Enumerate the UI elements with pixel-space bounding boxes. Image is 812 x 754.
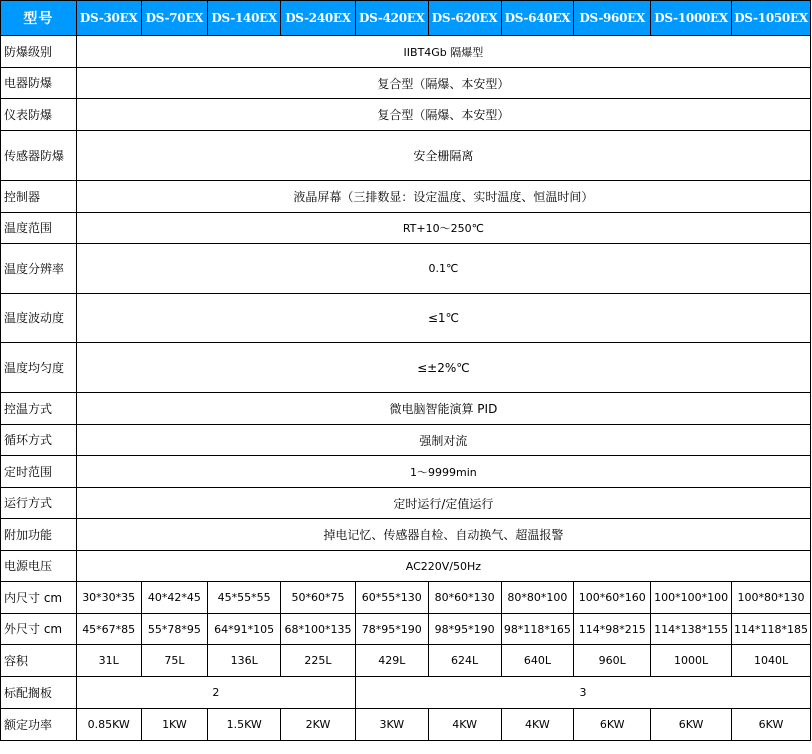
table-row: [1, 131, 811, 181]
model-header-cell: DS-1000EX: [651, 1, 732, 36]
row-label: 温度范围: [1, 213, 77, 244]
volume-cell: 429L: [355, 645, 428, 677]
inner-size-cell: 100*60*160: [574, 582, 651, 614]
power-cell: 1KW: [141, 709, 208, 741]
row-value: 液晶屏幕（三排数显：设定温度、实时温度、恒温时间）: [76, 181, 810, 213]
inner-size-cell: 30*30*35: [76, 582, 141, 614]
power-row: [1, 709, 811, 741]
outer-size-cell: 64*91*105: [208, 614, 281, 645]
row-label: 额定功率: [1, 709, 77, 741]
volume-cell: 960L: [574, 645, 651, 677]
volume-cell: 1040L: [732, 645, 811, 677]
volume-cell: 136L: [208, 645, 281, 677]
row-value: 定时运行/定值运行: [76, 488, 810, 519]
power-cell: 3KW: [355, 709, 428, 741]
row-value: 安全栅隔离: [76, 131, 810, 181]
outer-size-cell: 55*78*95: [141, 614, 208, 645]
row-label: 电源电压: [1, 551, 77, 582]
table-row: [1, 99, 811, 131]
table-row: [1, 343, 811, 393]
inner-size-cell: 100*100*100: [651, 582, 732, 614]
table-row: [1, 393, 811, 425]
table-row: [1, 294, 811, 343]
inner-size-cell: 80*60*130: [428, 582, 501, 614]
model-header-cell: DS-640EX: [501, 1, 574, 36]
row-label: 运行方式: [1, 488, 77, 519]
inner-size-cell: 80*80*100: [501, 582, 574, 614]
power-cell: 6KW: [574, 709, 651, 741]
row-label: 循环方式: [1, 425, 77, 456]
outer-size-cell: 45*67*85: [76, 614, 141, 645]
row-label: 温度波动度: [1, 294, 77, 343]
volume-cell: 624L: [428, 645, 501, 677]
outer-size-cell: 114*138*155: [651, 614, 732, 645]
row-label: 容积: [1, 645, 77, 677]
model-header-cell: DS-960EX: [574, 1, 651, 36]
table-row: [1, 68, 811, 99]
table-row: [1, 36, 811, 68]
model-header-cell: DS-70EX: [141, 1, 208, 36]
row-value: 微电脑智能演算 PID: [76, 393, 810, 425]
outer-size-cell: 114*98*215: [574, 614, 651, 645]
inner-size-cell: 100*80*130: [732, 582, 811, 614]
row-value: 1～9999min: [76, 456, 810, 488]
row-value: ≤1℃: [76, 294, 810, 343]
model-header-cell: DS-420EX: [355, 1, 428, 36]
row-label: 控制器: [1, 181, 77, 213]
volume-cell: 31L: [76, 645, 141, 677]
row-value: 强制对流: [76, 425, 810, 456]
table-row: [1, 425, 811, 456]
shelves-row: [1, 677, 811, 709]
power-cell: 2KW: [281, 709, 356, 741]
power-cell: 6KW: [651, 709, 732, 741]
row-value: AC220V/50Hz: [76, 551, 810, 582]
row-label: 防爆级别: [1, 36, 77, 68]
row-value: RT+10～250℃: [76, 213, 810, 244]
row-label: 外尺寸 cm: [1, 614, 77, 645]
row-label: 附加功能: [1, 519, 77, 551]
volume-cell: 75L: [141, 645, 208, 677]
row-value: 0.1℃: [76, 244, 810, 294]
power-cell: 0.85KW: [76, 709, 141, 741]
inner-size-row: [1, 582, 811, 614]
row-label: 温度均匀度: [1, 343, 77, 393]
outer-size-cell: 114*118*185: [732, 614, 811, 645]
row-value: IIBT4Gb 隔爆型: [76, 36, 810, 68]
volume-cell: 640L: [501, 645, 574, 677]
power-cell: 6KW: [732, 709, 811, 741]
row-label: 定时范围: [1, 456, 77, 488]
model-header-cell: DS-620EX: [428, 1, 501, 36]
volume-row: [1, 645, 811, 677]
power-cell: 4KW: [501, 709, 574, 741]
header-row: [1, 1, 811, 36]
row-label: 内尺寸 cm: [1, 582, 77, 614]
row-value: ≤±2%℃: [76, 343, 810, 393]
model-header-cell: DS-140EX: [208, 1, 281, 36]
shelves-cell: 3: [355, 677, 810, 709]
inner-size-cell: 45*55*55: [208, 582, 281, 614]
outer-size-cell: 68*100*135: [281, 614, 356, 645]
table-row: [1, 213, 811, 244]
model-header-cell: 型号: [1, 1, 77, 36]
table-row: [1, 519, 811, 551]
outer-size-cell: 98*95*190: [428, 614, 501, 645]
table-row: [1, 456, 811, 488]
row-label: 标配搁板: [1, 677, 77, 709]
row-value: 复合型（隔爆、本安型）: [76, 99, 810, 131]
outer-size-cell: 78*95*190: [355, 614, 428, 645]
shelves-cell: 2: [76, 677, 355, 709]
row-label: 仪表防爆: [1, 99, 77, 131]
table-row: [1, 488, 811, 519]
outer-size-row: [1, 614, 811, 645]
inner-size-cell: 60*55*130: [355, 582, 428, 614]
row-value: 掉电记忆、传感器自检、自动换气、超温报警: [76, 519, 810, 551]
row-label: 温度分辨率: [1, 244, 77, 294]
row-value: 复合型（隔爆、本安型）: [76, 68, 810, 99]
table-row: [1, 551, 811, 582]
model-header-cell: DS-240EX: [281, 1, 356, 36]
table-row: [1, 181, 811, 213]
model-header-cell: DS-1050EX: [732, 1, 811, 36]
model-header-cell: DS-30EX: [76, 1, 141, 36]
inner-size-cell: 50*60*75: [281, 582, 356, 614]
table-row: [1, 244, 811, 294]
power-cell: 4KW: [428, 709, 501, 741]
outer-size-cell: 98*118*165: [501, 614, 574, 645]
row-label: 控温方式: [1, 393, 77, 425]
row-label: 传感器防爆: [1, 131, 77, 181]
inner-size-cell: 40*42*45: [141, 582, 208, 614]
power-cell: 1.5KW: [208, 709, 281, 741]
volume-cell: 1000L: [651, 645, 732, 677]
volume-cell: 225L: [281, 645, 356, 677]
row-label: 电器防爆: [1, 68, 77, 99]
